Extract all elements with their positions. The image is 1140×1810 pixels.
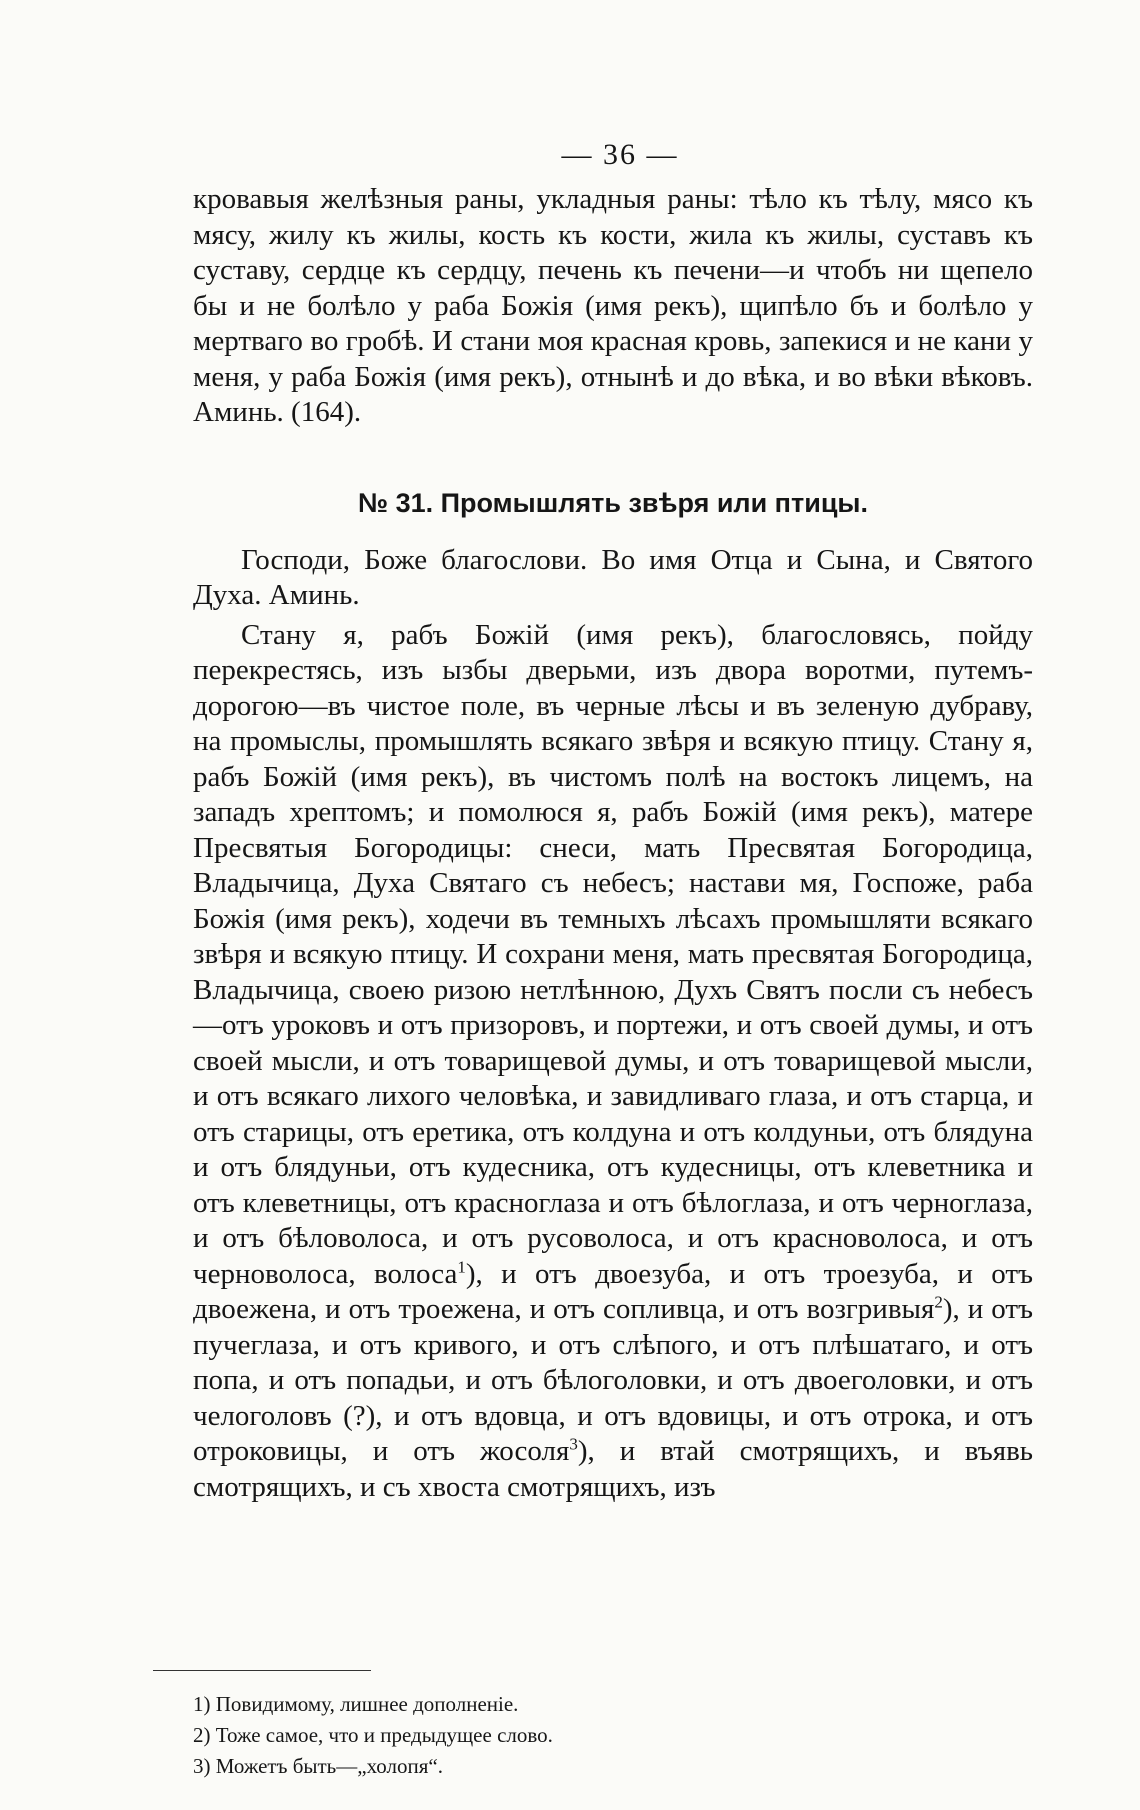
footnote-2 — [193, 1720, 1033, 1751]
main-text-part-c: ), и отъ пучеглаза, и отъ кривого, и отъ слѣпого, и отъ плѣшатаго, и отъ попа, и отъ попадьи, и отъ бѣлоголовки, и отъ двоеголовки, и отъ челоголовъ (?), и отъ вдовца, и отъ вдовицы, и отъ отрока, и отъ отроковицы, и отъ жосоля — [193, 1293, 1034, 1467]
footnote-2-mark: 2) — [193, 1723, 211, 1747]
footnote-2-text: Тоже самое, что и предыдущее слово. — [215, 1723, 553, 1747]
footnote-1 — [193, 1689, 1033, 1720]
page-body — [193, 182, 1033, 1505]
continued-paragraph: кровавыя желѣзныя раны, укладныя раны: тѣло къ тѣлу, мясо къ мясу, жилу къ жилы, кость къ кости, жила къ жилы, суставъ къ суставу, сердце къ сердцу, печень къ печени—и чтобъ ни щепело бы и не болѣло у раба Божія (имя рекъ), щипѣло бъ и болѣло у мертваго во гробѣ. И стани моя красная кровь, запекися и не кани у меня, у раба Божія (имя рекъ), отнынѣ и до вѣка, и во вѣки вѣковъ. Аминь. (164). — [193, 183, 1033, 428]
page-number-text: — 36 — — [561, 138, 679, 171]
main-text-part-b: ), и отъ двоезуба, и отъ троезуба, и отъ двоежена, и отъ троежена, и отъ сопливца, и отъ возгривыя — [193, 1257, 1033, 1325]
footnote-1-text: Повидимому, лишнее дополненіе. — [215, 1692, 519, 1716]
invocation-paragraph: Господи, Боже благослови. Во имя Отца и Сына, и Святого Духа. Аминь. — [193, 543, 1033, 611]
main-paragraph — [193, 618, 1033, 1506]
footnote-3-text: Можетъ быть—„холопя“. — [215, 1754, 443, 1778]
footnotes — [193, 1670, 1033, 1782]
page-number — [0, 138, 1140, 172]
footnote-3-mark: 3) — [193, 1754, 211, 1778]
footnote-divider — [153, 1670, 371, 1671]
footnote-ref-2: 2 — [934, 1292, 943, 1312]
footnote-ref-1: 1 — [457, 1256, 466, 1276]
main-text-part-a: Стану я, рабъ Божій (имя рекъ), благословясь, пойду перекрестясь, изъ ызбы дверьми, изъ двора воротми, путемъ-дорогою—въ чистое поле, въ черные лѣсы и въ зеленую дубраву, на промыслы, промышлять всякаго звѣря и всякую птицу. Стану я, рабъ Божій (имя рекъ), въ чистомъ полѣ на востокъ лицемъ, на западъ хрептомъ; и помолюся я, рабъ Божій (имя рекъ), матере Пресвятыя Богородицы: снеси, мать Пресвятая Богородица, Владычица, Духа Святаго съ небесъ; настави мя, Госпоже, раба Божія (имя рекъ), ходечи въ темныхъ лѣсахъ промышляти всякаго звѣря и всякую птицу. И сохрани меня, мать пресвятая Богородица, Владычица, своею ризою нетлѣнною, Духъ Святъ посли съ небесъ—отъ уроковъ и отъ призоровъ, и портежи, и отъ своей думы, и отъ своей мысли, и отъ товарищевой думы, и отъ товарищевой мысли, и отъ всякаго лихого человѣка, и завидливаго глаза, и отъ старца, и отъ старицы, отъ еретика, отъ колдуна и отъ колдуньи, отъ блядуна и отъ блядуньи, отъ кудесника, отъ кудесницы, отъ клеветника и отъ клеветницы, отъ красноглаза и отъ бѣлоглаза, и отъ черноглаза, и отъ бѣловолоса, и отъ русоволоса, и отъ красноволоса, и отъ черноволоса, волоса — [193, 618, 1033, 1290]
main-text-part-d: ), и втай смотрящихъ, и въявь смотрящихъ, и съ хвоста смотрящихъ, изъ — [193, 1435, 1033, 1503]
footnote-ref-3: 3 — [569, 1434, 578, 1454]
footnote-3 — [193, 1751, 1033, 1782]
footnote-1-mark: 1) — [193, 1692, 211, 1716]
section-heading: № 31. Промышлять звѣря или птицы. — [358, 487, 868, 518]
